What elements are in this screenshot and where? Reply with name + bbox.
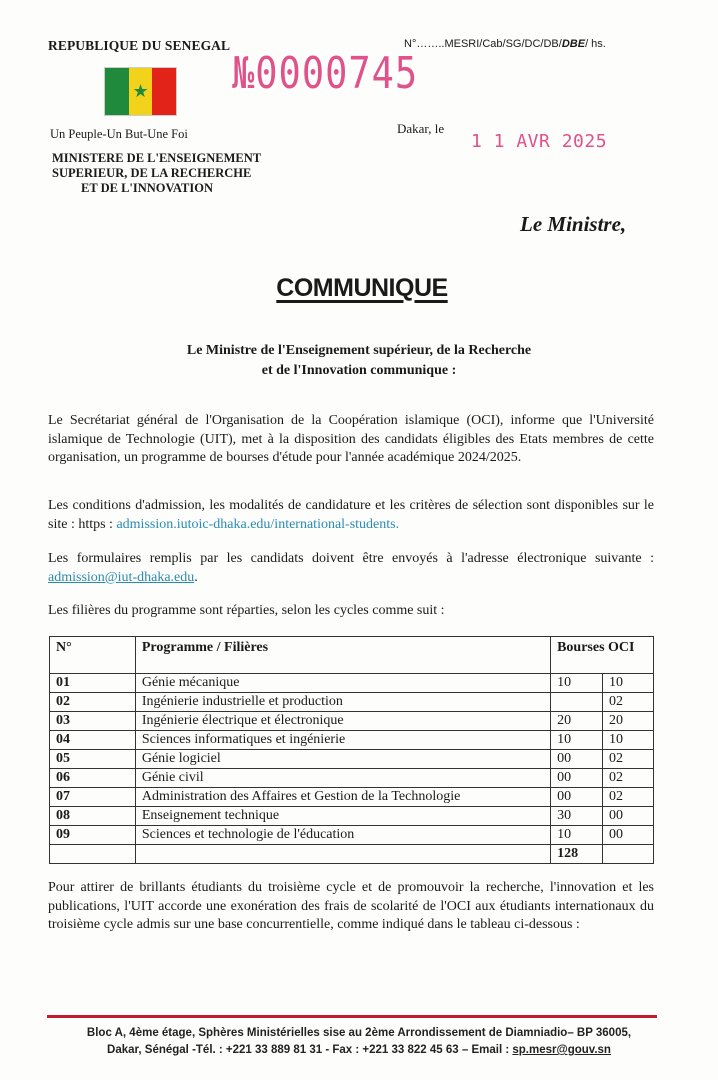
table-row: [50, 769, 654, 788]
row-bourses-b: 02: [603, 788, 654, 807]
row-programme: Administration des Affaires et Gestion de la Technologie: [135, 788, 550, 807]
row-programme: Génie civil: [135, 769, 550, 788]
table-row: [50, 807, 654, 826]
row-number: 05: [50, 750, 136, 769]
row-programme: Sciences informatiques et ingénierie: [135, 731, 550, 750]
col-header-bourses: Bourses OCI: [551, 637, 654, 674]
row-bourses-b: 00: [603, 807, 654, 826]
row-number: 07: [50, 788, 136, 807]
row-programme: Enseignement technique: [135, 807, 550, 826]
row-number: 06: [50, 769, 136, 788]
row-programme: Sciences et technologie de l'éducation: [135, 826, 550, 845]
table-row: [50, 693, 654, 712]
table-row: [50, 750, 654, 769]
footer-address: Bloc A, 4ème étage, Sphères Ministérielles sise au 2ème Arrondissement de Diamniadio– BP 36005, Dakar, Sénégal -Tél. : +221 33 889 81 31 - Fax : +221 33 822 45 63 – Email : sp.mesr@gouv.sn: [86, 1027, 632, 1056]
table-row: [50, 712, 654, 731]
row-bourses-b: 10: [603, 731, 654, 750]
date-stamp: 1 1 AVR 2025: [471, 131, 608, 152]
row-bourses-a: 10: [551, 674, 603, 693]
table-row: [50, 826, 654, 845]
row-number: 01: [50, 674, 136, 693]
programmes-table: [49, 636, 654, 864]
row-bourses-a: 30: [551, 807, 603, 826]
row-bourses-a: 20: [551, 712, 603, 731]
table-total-row: [50, 845, 654, 864]
flag-star-icon: ★: [132, 81, 149, 102]
footer-email-link[interactable]: sp.mesr@gouv.sn: [512, 1044, 611, 1056]
col-header-programme: Programme / Filières: [135, 637, 550, 674]
row-number: 04: [50, 731, 136, 750]
row-bourses-a: 10: [551, 731, 603, 750]
senegal-flag-icon: [104, 67, 177, 116]
footer-rule: [47, 1015, 657, 1018]
table-row: [50, 788, 654, 807]
paragraph-forms: Les formulaires remplis par les candidats doivent être envoyés à l'adresse électronique suivante : admission@iut-dhaka.edu.: [48, 551, 654, 585]
row-bourses-b: 20: [603, 712, 654, 731]
row-bourses-a: [551, 693, 603, 712]
row-bourses-a: 10: [551, 826, 603, 845]
row-bourses-b: 10: [603, 674, 654, 693]
row-number: 08: [50, 807, 136, 826]
row-programme: Ingénierie électrique et électronique: [135, 712, 550, 731]
row-bourses-b: 02: [603, 769, 654, 788]
row-number: 02: [50, 693, 136, 712]
row-bourses-a: 00: [551, 788, 603, 807]
row-bourses-b: 02: [603, 693, 654, 712]
paragraph-oci: Le Secrétariat général de l'Organisation de la Coopération islamique (OCI), informe que l'Université islamique de Technologie (UIT), met à la disposition des candidats éligibles des Etats membres de cette organisation, un programme de bourses d'étude pour l'année académique 2024/2025.: [48, 413, 654, 465]
row-programme: Génie mécanique: [135, 674, 550, 693]
signatory: Le Ministre,: [520, 212, 627, 236]
place-label: Dakar, le: [397, 121, 445, 136]
paragraph-exoneration: Pour attirer de brillants étudiants du troisième cycle et de promouvoir la recherche, l'innovation et les publications, l'UIT accorde une exonération des frais de scolarité de l'OCI aux étudiants internationaux du troisième cycle admis sur une base concurrentielle, comme indiqué dans le tableau ci-dessous :: [48, 880, 654, 932]
reference-number: N°……..MESRI/Cab/SG/DC/DB/DBE/ hs.: [404, 38, 606, 50]
row-bourses-a: 00: [551, 750, 603, 769]
admission-email-link[interactable]: admission@iut-dhaka.edu: [48, 569, 195, 585]
total-bourses: 128: [551, 845, 603, 864]
document-title: COMMUNIQUE: [276, 274, 448, 302]
paragraph-conditions: Les conditions d'admission, les modalités de candidature et les critères de sélection sont disponibles sur le site : https : admission.iutoic-dhaka.edu/international-students.: [48, 498, 654, 532]
table-row: [50, 731, 654, 750]
row-bourses-b: 00: [603, 826, 654, 845]
row-number: 09: [50, 826, 136, 845]
national-motto: Un Peuple-Un But-Une Foi: [50, 127, 188, 141]
admission-site-link[interactable]: admission.iutoic-dhaka.edu/international-students.: [116, 516, 400, 532]
row-bourses-b: 02: [603, 750, 654, 769]
row-programme: Ingénierie industrielle et production: [135, 693, 550, 712]
col-header-number: N°: [50, 637, 136, 674]
row-number: 03: [50, 712, 136, 731]
ministry-name: MINISTERE DE L'ENSEIGNEMENT SUPERIEUR, DE LA RECHERCHE ET DE L'INNOVATION: [52, 151, 262, 195]
row-programme: Génie logiciel: [135, 750, 550, 769]
table-row: [50, 674, 654, 693]
number-stamp: №0000745: [232, 48, 419, 99]
paragraph-filieres: Les filières du programme sont réparties, selon les cycles comme suit :: [48, 603, 445, 618]
republic-heading: REPUBLIQUE DU SENEGAL: [48, 38, 231, 53]
intro-heading: Le Ministre de l'Enseignement supérieur, de la Recherche et de l'Innovation communique :: [186, 343, 532, 378]
row-bourses-a: 00: [551, 769, 603, 788]
table-header-row: [50, 637, 654, 674]
